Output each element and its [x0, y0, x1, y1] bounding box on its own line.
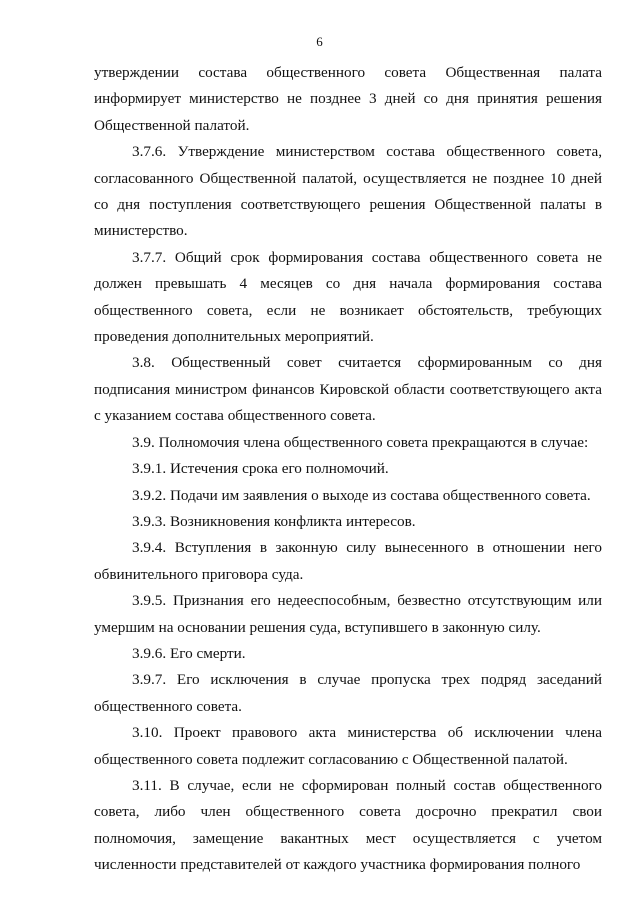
paragraph-3-9-5: 3.9.5. Признания его недееспособным, безвестно отсутствующим или умершим на основании решения суда, вступившего в законную силу. [94, 592, 602, 636]
paragraph-3-9-3: 3.9.3. Возникновения конфликта интересов. [132, 512, 416, 530]
paragraph-3-9: 3.9. Полномочия члена общественного совета прекращаются в случае: [132, 433, 589, 451]
paragraph-3-9-1: 3.9.1. Истечения срока его полномочий. [132, 460, 389, 478]
paragraph-continuation: утверждении состава общественного совета Общественная палата информирует министерство не позднее 3 дней со дня принятия решения Общественной палатой. [94, 64, 602, 134]
paragraph-3-7-7: 3.7.7. Общий срок формирования состава общественного совета не должен превышать 4 месяцев со дня начала формирования состава общественного совета, если не возникает обстоятельств, требующих проведения дополнительных мероприятий. [94, 248, 602, 346]
paragraph-3-9-4: 3.9.4. Вступления в законную силу вынесенного в отношении него обвинительного приговора суда. [94, 539, 602, 583]
document-body [94, 60, 602, 879]
paragraph-3-9-7: 3.9.7. Его исключения в случае пропуска трех подряд заседаний общественного совета. [94, 671, 602, 715]
paragraph-3-9-6: 3.9.6. Его смерти. [132, 644, 246, 662]
paragraph-3-8: 3.8. Общественный совет считается сформированным со дня подписания министром финансов Кировской области соответствующего акта с указанием состава общественного совета. [94, 354, 602, 425]
page-number: 6 [316, 34, 323, 49]
paragraph-3-10: 3.10. Проект правового акта министерства об исключении члена общественного совета подлежит согласованию с Общественной палатой. [94, 724, 602, 768]
paragraph-3-7-6: 3.7.6. Утверждение министерством состава общественного совета, согласованного Общественной палатой, осуществляется не позднее 10 дней со дня поступления соответствующего решения Общественной палаты в министерство. [94, 143, 602, 240]
paragraph-3-9-2: 3.9.2. Подачи им заявления о выходе из состава общественного совета. [132, 486, 591, 504]
paragraph-3-11: 3.11. В случае, если не сформирован полный состав общественного совета, либо член общественного совета досрочно прекратил свои полномочия, замещение вакантных мест осуществляется с учетом численности представителей от каждого участника формирования полного [94, 776, 602, 874]
